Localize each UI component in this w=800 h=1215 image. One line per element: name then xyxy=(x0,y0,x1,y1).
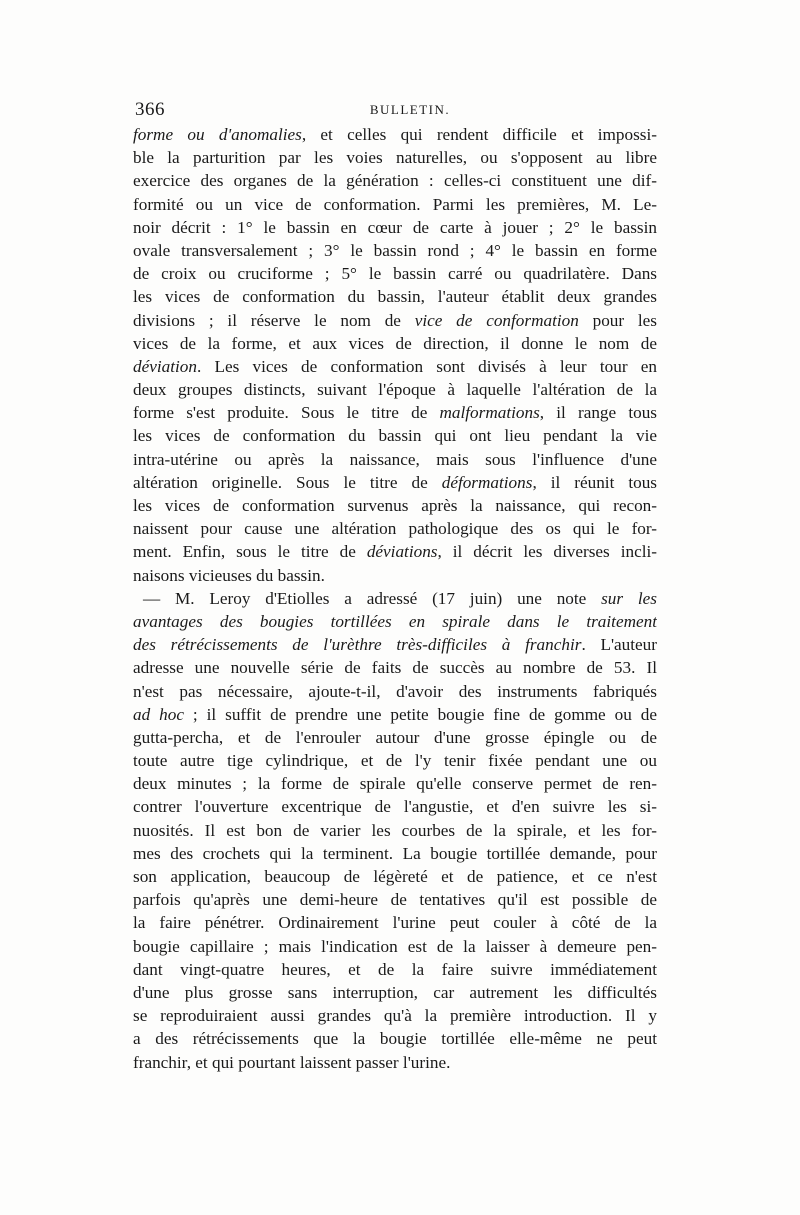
text-run: . L'auteur xyxy=(581,635,657,655)
italic-text: sur les xyxy=(601,588,657,608)
text-line xyxy=(133,494,657,517)
italic-text: déviations xyxy=(366,542,438,562)
text-line xyxy=(133,865,657,888)
text-run: la faire pénétrer. Ordinairement l'urine peut couler à côté de la xyxy=(133,913,657,933)
text-run: naisons vicieuses du bassin. xyxy=(133,565,325,585)
text-run: intra-utérine ou après la naissance, mais sous l'influence d'une xyxy=(133,449,657,469)
text-run: ; il suffit de prendre une petite bougie fine de gomme ou de xyxy=(183,704,657,724)
text-run: parfois qu'après une demi-heure de tentatives qu'il est possible de xyxy=(133,890,657,910)
text-line xyxy=(133,819,657,842)
text-run: altération originelle. Sous le titre de xyxy=(133,472,442,492)
text-run: toute autre tige cylindrique, et de l'y tenir fixée pendant une ou xyxy=(133,751,657,771)
text-run: dant vingt-quatre heures, et de la faire suivre immédiatement xyxy=(133,959,657,979)
text-run: a des rétrécissements que la bougie tortillée elle-même ne peut xyxy=(133,1029,657,1049)
running-head xyxy=(133,97,657,123)
text-run: d'une plus grosse sans interruption, car autrement les difficultés xyxy=(133,982,657,1002)
text-line xyxy=(133,378,657,401)
text-run: bougie capillaire ; mais l'indication est de la laisser à demeure pen- xyxy=(133,936,657,956)
text-run: deux minutes ; la forme de spirale qu'elle conserve permet de ren- xyxy=(133,774,657,794)
text-run: n'est pas nécessaire, ajoute-t-il, d'avoir des instruments fabriqués xyxy=(133,681,657,701)
text-line xyxy=(133,772,657,795)
text-line xyxy=(133,517,657,540)
text-run: naissent pour cause une altération pathologique des os qui le for- xyxy=(133,519,657,539)
text-run: ment. Enfin, sous le titre de xyxy=(133,542,367,562)
italic-text: déviation xyxy=(133,356,197,376)
text-line xyxy=(133,540,657,563)
text-line xyxy=(133,355,657,378)
text-line xyxy=(133,123,657,146)
text-run: , il réunit tous xyxy=(532,472,657,492)
text-run: mes des crochets qui la terminent. La bougie tortillée demande, pour xyxy=(133,843,657,863)
text-line xyxy=(133,564,657,587)
text-run: pour les xyxy=(578,310,657,330)
text-line xyxy=(133,216,657,239)
text-line xyxy=(133,656,657,679)
text-run: formité ou un vice de conformation. Parmi les premières, M. Le- xyxy=(133,194,657,214)
text-line xyxy=(133,842,657,865)
text-run: ovale transversalement ; 3° le bassin rond ; 4° le bassin en forme xyxy=(133,240,657,260)
text-run: les vices de conformation du bassin, l'auteur établit deux grandes xyxy=(133,287,657,307)
text-line xyxy=(133,935,657,958)
text-line xyxy=(133,332,657,355)
text-line xyxy=(133,680,657,703)
text-line xyxy=(133,193,657,216)
text-line xyxy=(133,795,657,818)
text-run: divisions ; il réserve le nom de xyxy=(133,310,415,330)
text-run: son application, beaucoup de légèreté et de patience, et ce n'est xyxy=(133,867,657,886)
text-line xyxy=(133,448,657,471)
text-line xyxy=(133,285,657,308)
text-line xyxy=(133,169,657,192)
text-run: , et celles qui rendent difficile et impossi- xyxy=(301,125,657,144)
text-line xyxy=(133,587,657,610)
text-line xyxy=(133,401,657,424)
italic-text: malformations xyxy=(439,403,540,423)
text-line xyxy=(133,888,657,911)
text-block xyxy=(133,97,657,1074)
text-run: nuosités. Il est bon de varier les courbes de la spirale, et les for- xyxy=(133,820,657,840)
text-run: noir décrit : 1° le bassin en cœur de carte à jouer ; 2° le bassin xyxy=(133,217,657,237)
text-run: se reproduiraient aussi grandes qu'à la première introduction. Il y xyxy=(133,1006,657,1026)
text-run: exercice des organes de la génération : celles-ci constituent une dif- xyxy=(133,171,657,191)
text-run: de croix ou cruciforme ; 5° le bassin carré ou quadrilatère. Dans xyxy=(133,264,657,284)
text-line xyxy=(133,610,657,633)
text-line xyxy=(133,424,657,447)
text-run: . Les vices de conformation sont divisés à leur tour en xyxy=(196,356,657,376)
text-line xyxy=(133,1027,657,1050)
italic-text: vice de conformation xyxy=(414,310,579,330)
text-run: contrer l'ouverture excentrique de l'angustie, et d'en suivre les si- xyxy=(133,797,657,817)
italic-text: ad hoc xyxy=(133,704,184,724)
text-line xyxy=(133,726,657,749)
text-run: forme s'est produite. Sous le titre de xyxy=(133,403,440,423)
text-line xyxy=(133,239,657,262)
text-run: gutta-percha, et de l'enrouler autour d'une grosse épingle ou de xyxy=(133,727,657,747)
text-run: , il décrit les diverses incli- xyxy=(437,542,657,562)
text-run: — M. Leroy d'Etiolles a adressé (17 juin) une note xyxy=(143,588,602,608)
text-line xyxy=(133,749,657,772)
italic-text: des rétrécissements de l'urèthre très-difficiles à franchir xyxy=(133,635,582,655)
text-line xyxy=(133,633,657,656)
body-text xyxy=(133,123,657,1074)
text-line xyxy=(133,703,657,726)
text-line xyxy=(133,1051,657,1074)
text-line xyxy=(133,911,657,934)
italic-text: forme ou d'anomalies xyxy=(133,125,302,144)
text-line xyxy=(133,981,657,1004)
text-run: , il range tous xyxy=(539,403,657,423)
text-line xyxy=(133,262,657,285)
running-head-title: BULLETIN. xyxy=(369,102,451,117)
text-run: vices de la forme, et aux vices de direction, il donne le nom de xyxy=(133,333,657,353)
text-run: franchir, et qui pourtant laissent passer l'urine. xyxy=(133,1052,451,1072)
text-run: les vices de conformation survenus après la naissance, qui recon- xyxy=(133,496,657,515)
text-run: adresse une nouvelle série de faits de succès au nombre de 53. Il xyxy=(133,658,657,678)
page-number: 366 xyxy=(135,99,165,120)
italic-text: avantages des bougies tortillées en spirale dans le traitement xyxy=(133,611,657,631)
text-run: deux groupes distincts, suivant l'époque à laquelle l'altération de la xyxy=(133,380,657,400)
text-line xyxy=(133,958,657,981)
text-line xyxy=(133,309,657,332)
text-run: les vices de conformation du bassin qui ont lieu pendant la vie xyxy=(133,426,657,446)
text-run: ble la parturition par les voies naturelles, ou s'opposent au libre xyxy=(133,148,657,168)
italic-text: déformations xyxy=(441,472,533,492)
text-line xyxy=(133,1004,657,1027)
text-line xyxy=(133,146,657,169)
text-line xyxy=(133,471,657,494)
